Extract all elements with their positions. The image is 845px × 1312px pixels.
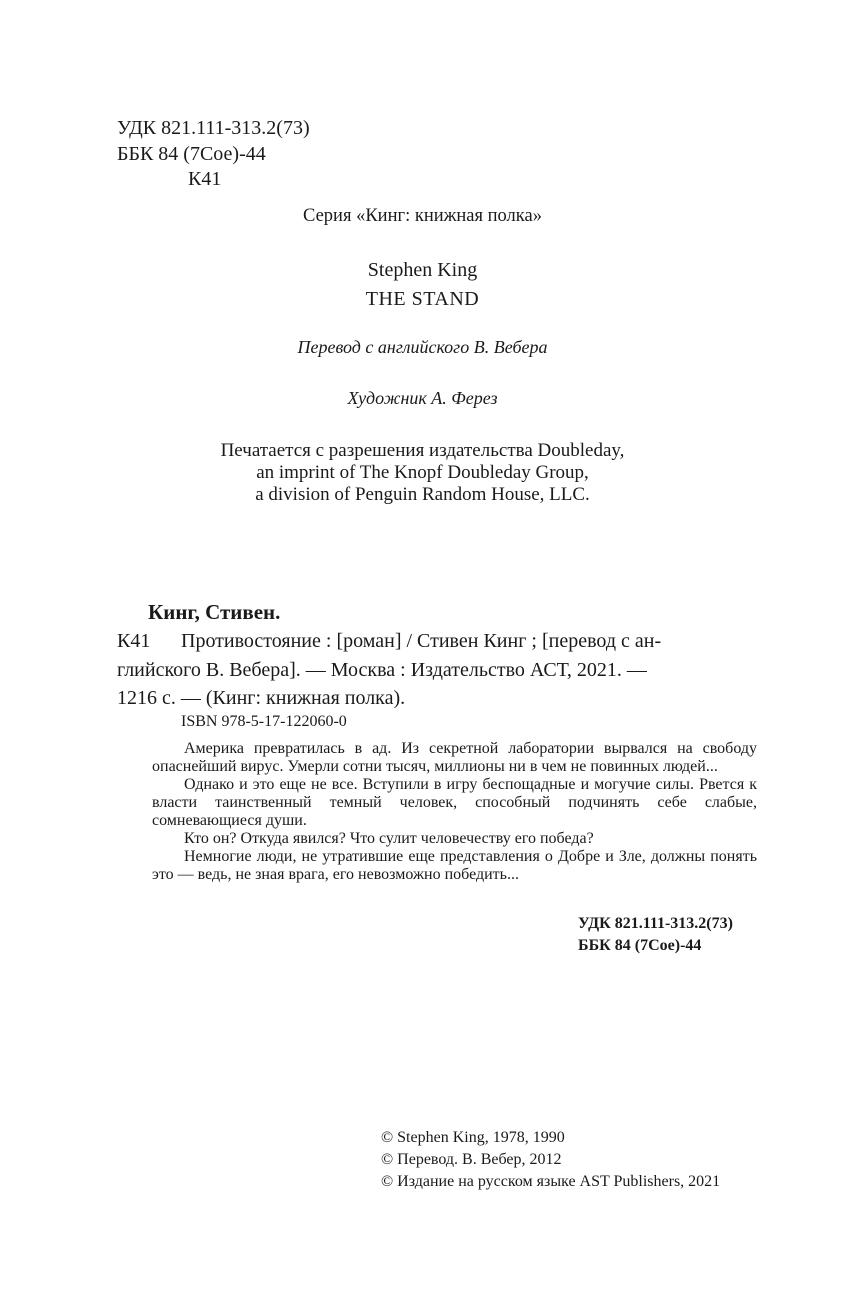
annotation-paragraph: Немногие люди, не утратившие еще представления о Добре и Зле, должны понять это — ведь, не зная врага, его невозможно победить...	[152, 848, 757, 883]
bibliography-line-2: глийского В. Вебера]. — Москва : Издательство АСТ, 2021. —	[117, 659, 647, 681]
annotation-paragraph: Америка превратилась в ад. Из секретной лаборатории вырвался на свободу опаснейший вирус. Умерли сотни тысяч, миллионы ни в чем не повинных людей...	[152, 740, 757, 775]
translator-credit: Перевод с английского В. Вебера	[297, 337, 548, 357]
udk-code: УДК 821.111-313.2(73)	[117, 117, 310, 139]
bibliography-mark: К41	[117, 630, 151, 652]
annotation-paragraph: Однако и это еще не все. Вступили в игру беспощадные и могучие силы. Рвется к власти таинственный темный человек, способный подчинять себе слабые, сомневающиеся души.	[152, 776, 757, 829]
original-title: THE STAND	[365, 288, 480, 310]
bibliography-author: Кинг, Стивен.	[148, 600, 281, 624]
permission-line-2: an imprint of The Knopf Doubleday Group,	[256, 462, 589, 483]
bbk-code-bottom: ББК 84 (7Сое)-44	[578, 937, 702, 954]
copyright-line: © Stephen King, 1978, 1990	[381, 1129, 565, 1146]
copyright-line: © Перевод. В. Вебер, 2012	[381, 1151, 562, 1168]
udk-code-bottom: УДК 821.111-313.2(73)	[578, 915, 733, 932]
author-mark: К41	[188, 168, 222, 190]
bbk-code: ББК 84 (7Сое)-44	[117, 143, 266, 165]
annotation	[152, 740, 757, 884]
bibliography-line-3: 1216 с. — (Кинг: книжная полка).	[117, 687, 406, 709]
series-title: Серия «Кинг: книжная полка»	[303, 206, 542, 226]
annotation-paragraph: Кто он? Откуда явился? Что сулит человечеству его победа?	[184, 830, 594, 847]
bibliography-line-1: Противостояние : [роман] / Стивен Кинг ; [перевод с ан-	[181, 630, 662, 652]
isbn: ISBN 978-5-17-122060-0	[181, 713, 347, 730]
copyright-line: © Издание на русском языке AST Publishers, 2021	[381, 1173, 721, 1190]
original-author: Stephen King	[367, 259, 478, 281]
permission-line-3: a division of Penguin Random House, LLC.	[255, 484, 590, 505]
permission-line-1: Печатается с разрешения издательства Doubleday,	[220, 440, 625, 461]
artist-credit: Художник А. Ферез	[347, 388, 498, 408]
